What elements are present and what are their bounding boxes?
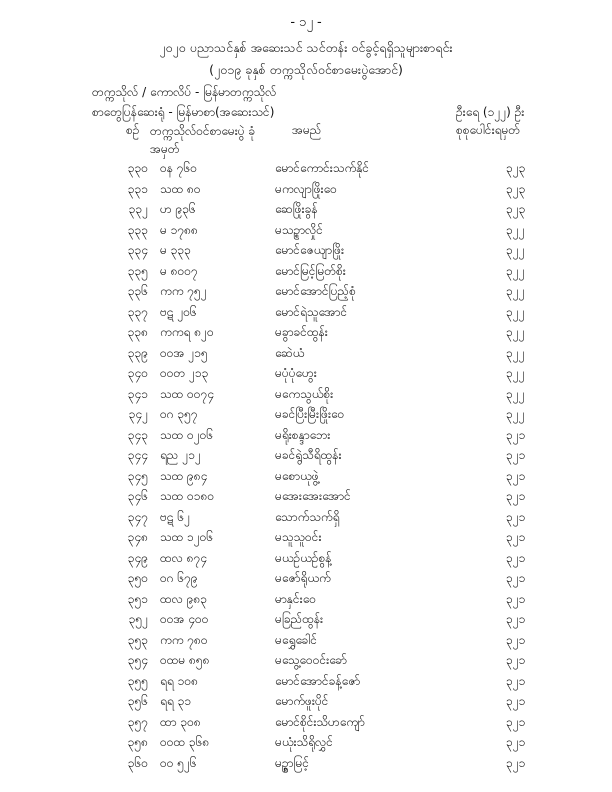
row-number: ၃၃၀ (127, 161, 148, 175)
row-number: ၃၅၃ (127, 632, 148, 647)
row-score: ၃၂၁ (506, 632, 526, 647)
table-row (0, 550, 612, 572)
row-name: ဆေဖြိုးခွန် (275, 202, 318, 216)
row-number: ၃၅၅ (127, 673, 148, 688)
row-score: ၃၂၁ (506, 591, 526, 606)
table-row (0, 488, 612, 510)
table-row (0, 611, 612, 633)
row-roll-number: ထလ ၉၈၃ (160, 591, 208, 606)
row-number: ၃၃၇ (127, 304, 148, 319)
table-row (0, 714, 612, 736)
row-roll-number: သထ ၀၂၀၆ (160, 427, 214, 442)
row-number: ၃၄၄ (127, 448, 148, 462)
row-name: မဇော်ရိုယက် (275, 571, 331, 585)
row-name: မောက်ဖူးပိုင် (275, 694, 329, 708)
university-line: တက္ကသိုလ် / ကောလိပ် - မြန်မာတက္ကသိုလ် (92, 85, 277, 99)
table-row (0, 406, 612, 428)
row-roll-number: ထလ ၈၇၄ (160, 550, 208, 565)
row-roll-number: ဗဋ ၆၂ (160, 509, 190, 524)
row-score: ၃၂၂ (506, 407, 525, 421)
row-score: ၃၂၁ (506, 735, 526, 749)
row-score: ၃၂၂ (506, 345, 525, 360)
row-roll-number: ဝဝ ၅၂၆ (160, 755, 197, 770)
col-header-score: စုစုပေါင်းရမှတ် (456, 123, 521, 137)
quota-label: ဦးရေ (၁၂၂) ဦး (456, 105, 525, 119)
row-number: ၃၆၀ (127, 755, 148, 770)
row-number: ၃၅၆ (127, 694, 148, 708)
row-name: မပုံပုံဟွေး (275, 366, 317, 380)
row-number: ၃၃၆ (127, 284, 148, 298)
row-name: မသူသူဝင်း (275, 530, 322, 544)
row-name: မောင်အောင်ပြည့်စုံ (275, 284, 356, 298)
row-roll-number: ရရ ၁၀၈ (160, 673, 198, 688)
row-score: ၃၂၁ (506, 612, 526, 626)
table-row (0, 570, 612, 592)
table-row (0, 468, 612, 490)
row-number: ၃၃၈ (127, 325, 148, 339)
row-number: ၃၅၁ (127, 591, 148, 606)
row-roll-number: ရည ၂၁၂ (160, 448, 201, 462)
table-row (0, 201, 612, 223)
row-name: မကေသွယ်စိုး (275, 386, 334, 401)
row-name: မကလျာဖြိုးဝေ (275, 181, 337, 196)
table-row (0, 529, 612, 551)
row-score: ၃၂၂ (506, 243, 525, 257)
table-row (0, 386, 612, 408)
table-row (0, 427, 612, 449)
row-name: မာနှင်းဝေ (275, 591, 316, 606)
row-score: ၃၂၃ (506, 202, 526, 216)
row-roll-number: ကက ၇၅၂ (160, 284, 207, 298)
row-score: ၃၂၃ (506, 161, 526, 175)
page-number: - ၁၂ - (290, 15, 322, 30)
row-name: မောင်ရဲသူအောင် (275, 304, 348, 319)
row-name: မရွှေခေါင် (275, 632, 318, 647)
row-name: မယုံးသိရိုလွှင် (275, 735, 333, 749)
row-number: ၃၃၅ (127, 263, 148, 278)
col-header-roll: တက္ကသိုလ်ဝင်စာမေးပွဲ ခုံအမှတ် (150, 124, 256, 156)
table-row (0, 693, 612, 715)
row-number: ၃၃၄ (127, 243, 148, 257)
row-name: မယဉ်ယဉ်စွန့် (275, 550, 332, 565)
row-score: ၃၂၂ (506, 325, 525, 339)
row-roll-number: သထ ၀၁၈၀ (160, 489, 215, 503)
row-name: မောင်မြင့်မြတ်စိုး (275, 263, 346, 278)
row-name: မခင်ပြီးမြီးဖြိုးဝေ (275, 407, 345, 421)
row-roll-number: ကကရ ၈၂၀ (160, 325, 214, 339)
row-number: ၃၃၉ (127, 345, 148, 360)
school-line: စာတွေပြန်ဆေးရုံ - မြန်မာစာ(အဆေးသင်) (92, 105, 275, 119)
row-name: မသွေ့ဝေဝင်းခော် (275, 653, 347, 667)
row-name: မောင်ကောင်းသက်နိုင် (275, 161, 370, 175)
row-roll-number: ဝဂ ၆၇၉ (160, 571, 198, 585)
row-number: ၃၄၁ (127, 386, 148, 401)
document-title: ၂၀၂၀ ပညာသင်နှစ် အဆေးသင် သင်တန်း ဝင်ခွင့်ရရှိသူများစာရင်း (159, 40, 453, 55)
row-score: ၃၂၁ (506, 509, 526, 524)
row-score: ၃၂၁ (506, 448, 526, 462)
row-number: ၃၄၆ (127, 489, 148, 503)
row-score: ၃၂၁ (506, 714, 526, 729)
row-roll-number: ဝဝအ ၄၀၀ (160, 612, 209, 626)
row-score: ၃၂၁ (506, 571, 526, 585)
row-roll-number: သထ ၁၂၀၆ (160, 530, 214, 544)
table-row (0, 652, 612, 674)
row-roll-number: မ ၈၀၀၇ (160, 263, 198, 278)
table-row (0, 263, 612, 285)
row-roll-number: ထာ ၃၀၈ (160, 714, 201, 729)
row-score: ၃၂၂ (506, 304, 525, 319)
row-number: ၃၅၈ (127, 735, 148, 749)
row-name: မဥ္စွာမြင့် (275, 755, 309, 770)
row-roll-number: ဟ ၉၃၆ (160, 202, 196, 216)
row-name: မောင်စိုင်းသိဟကျော် (275, 714, 365, 729)
row-score: ၃၂၂ (506, 366, 525, 380)
row-name: မအေးအေးအောင် (275, 489, 351, 503)
row-score: ၃၂၁ (506, 489, 526, 503)
table-row (0, 509, 612, 531)
table-row (0, 632, 612, 654)
row-score: ၃၂၁ (506, 755, 526, 770)
row-name: မရိုးစန္ဒာဘေး (275, 427, 331, 442)
row-number: ၃၅၂ (128, 612, 148, 626)
row-roll-number: သထ ၉၈၄ (160, 468, 208, 483)
row-roll-number: သထ ၈၀ (160, 181, 201, 196)
row-number: ၃၅၄ (127, 653, 148, 667)
row-score: ၃၂၁ (506, 673, 526, 688)
row-number: ၃၄၇ (127, 509, 148, 524)
row-score: ၃၂၃ (506, 181, 526, 196)
table-row (0, 345, 612, 367)
row-number: ၃၃၃ (127, 222, 148, 237)
row-score: ၃၂၁ (506, 427, 526, 442)
row-roll-number: ဝန ၇၆၀ (160, 161, 198, 175)
row-name: မခြည်ထွန်း (275, 612, 324, 626)
row-name: မောင်ဇေယျာဖြိုး (275, 243, 345, 257)
row-roll-number: ဝထမ ၈၅၈ (160, 653, 210, 667)
row-score: ၃၂၁ (506, 694, 526, 708)
row-score: ၃၂၂ (506, 386, 525, 401)
table-row (0, 160, 612, 182)
row-score: ၃၂၁ (506, 530, 526, 544)
row-number: ၃၄၃ (127, 427, 148, 442)
row-roll-number: ရရ ၃၁ (160, 694, 192, 708)
table-row (0, 222, 612, 244)
row-name: သောက်သက်ရှိ (275, 509, 340, 524)
row-number: ၃၄၉ (127, 550, 148, 565)
row-number: ၃၄၅ (127, 468, 148, 483)
row-roll-number: ကက ၇၈၀ (160, 632, 208, 647)
row-score: ၃၂၂ (506, 284, 525, 298)
row-roll-number: မ ၃၃၃ (160, 243, 191, 257)
table-row (0, 242, 612, 264)
row-name: မခွာခင်ထွန်း (275, 325, 328, 339)
row-name: ဆေဲယံ (275, 345, 305, 360)
row-number: ၃၄၂ (128, 407, 148, 421)
row-roll-number: ဝဝအ ၂၁၅ (160, 345, 208, 360)
row-roll-number: ဝဂ ၃၅၇ (160, 407, 198, 421)
row-roll-number: သထ ၀၀၇၄ (160, 386, 215, 401)
row-number: ၃၅၀ (127, 571, 148, 585)
table-row (0, 755, 612, 777)
row-name: မစောယုဖွဲ့ (275, 468, 319, 483)
row-number: ၃၄၀ (127, 366, 148, 380)
row-number: ၃၅၇ (127, 714, 148, 729)
table-row (0, 365, 612, 387)
row-roll-number: မ ၁၇၈၈ (160, 222, 198, 237)
row-roll-number: ဝဝထ ၃၆၈ (160, 735, 210, 749)
table-row (0, 673, 612, 695)
row-number: ၃၄၈ (127, 530, 148, 544)
row-name: မောင်အောင်ခန့်ဇော် (275, 673, 361, 688)
row-score: ၃၂၂ (506, 263, 525, 278)
row-number: ၃၃၂ (128, 202, 148, 216)
row-score: ၃၂၁ (506, 468, 526, 483)
row-name: မခင်ရွဲသီရိထွန်း (275, 448, 342, 462)
table-row (0, 283, 612, 305)
row-score: ၃၂၁ (506, 653, 526, 667)
table-row (0, 447, 612, 469)
row-roll-number: ဗဋ ၂၀၆ (160, 304, 197, 319)
row-score: ၃၂၂ (506, 222, 525, 237)
row-name: မသဉ္စာလှိုင် (275, 222, 323, 237)
table-row (0, 591, 612, 613)
document-subtitle: (၂၀၁၉ ခုနှစ် တက္ကသိုလ်ဝင်စာမေးပွဲအောင်) (209, 62, 403, 77)
table-row (0, 304, 612, 326)
row-score: ၃၂၁ (506, 550, 526, 565)
table-row (0, 324, 612, 346)
row-roll-number: ဝဝတ ၂၁၃ (160, 366, 209, 380)
row-number: ၃၃၁ (127, 181, 148, 196)
col-header-name: အမည် (292, 123, 322, 137)
table-row (0, 181, 612, 203)
col-header-no: စဉ် (126, 123, 140, 137)
table-row (0, 734, 612, 756)
